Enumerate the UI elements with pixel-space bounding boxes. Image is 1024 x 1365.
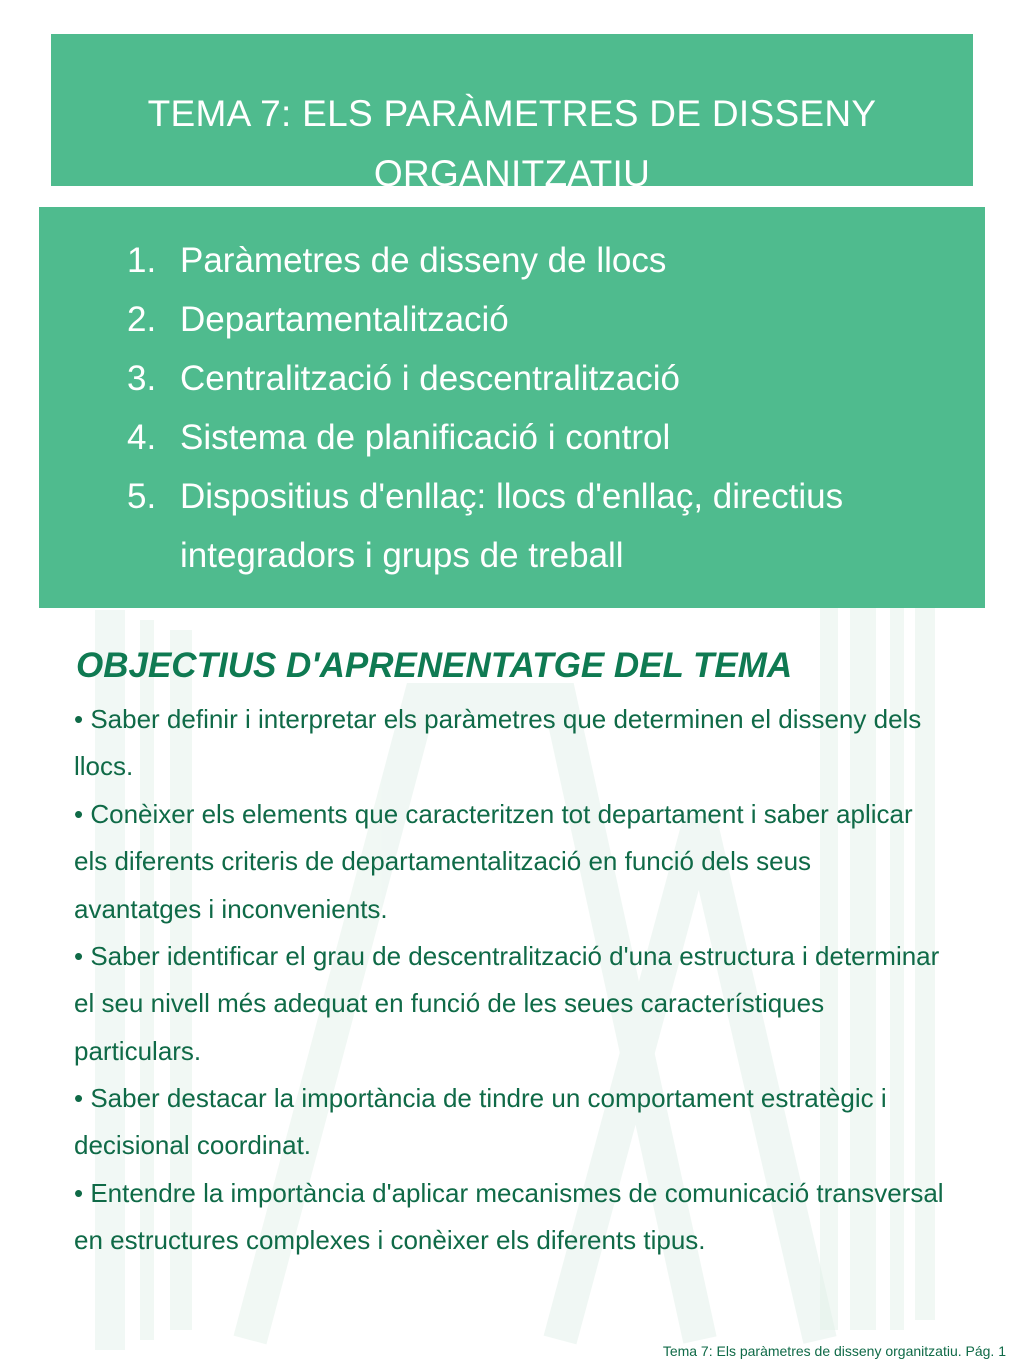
page-footer: Tema 7: Els paràmetres de disseny organitzatiu. Pág. 1 [662,1343,1006,1359]
title-banner [51,34,973,194]
toc-item-number: 2. [127,300,157,339]
toc-item-text: Sistema de planificació i control [180,418,671,457]
toc-item-text: Dispositius d'enllaç: llocs d'enllaç, directius integradors i grups de treball [180,477,844,575]
toc-item-number: 4. [127,418,157,457]
table-of-contents [39,207,985,608]
toc-item-text: Centralització i descentralització [180,359,680,398]
page-title-line-2: ORGANITZATIU [373,153,651,194]
toc-item-number: 5. [127,477,157,516]
page-title-line-1: TEMA 7: ELS PARÀMETRES DE DISSENY [147,93,877,134]
objectives-heading: OBJECTIUS D'APRENENTATGE DEL TEMA [76,646,793,685]
toc-item-number: 1. [127,241,157,280]
objective-item: • Saber definir i interpretar els paràmetres que determinen el disseny dels llocs. [74,704,922,782]
toc-item-number: 3. [127,359,157,398]
toc-item-text: Departamentalització [180,300,509,339]
objective-item: • Saber identificar el grau de descentralització d'una estructura i determinar el seu nivell més adequat en funció de les seues característiques particulars. [74,941,940,1066]
objective-item: • Saber destacar la importància de tindre un comportament estratègic i decisional coordinat. [74,1083,887,1161]
objective-item: • Conèixer els elements que caracteritzen tot departament i saber aplicar els diferents criteris de departamentalització en funció dels seus avantatges i inconvenients. [74,799,913,924]
toc-item-text: Paràmetres de disseny de llocs [180,241,667,280]
objective-item: • Entendre la importància d'aplicar mecanismes de comunicació transversal en estructures complexes i conèixer els diferents tipus. [74,1178,944,1256]
